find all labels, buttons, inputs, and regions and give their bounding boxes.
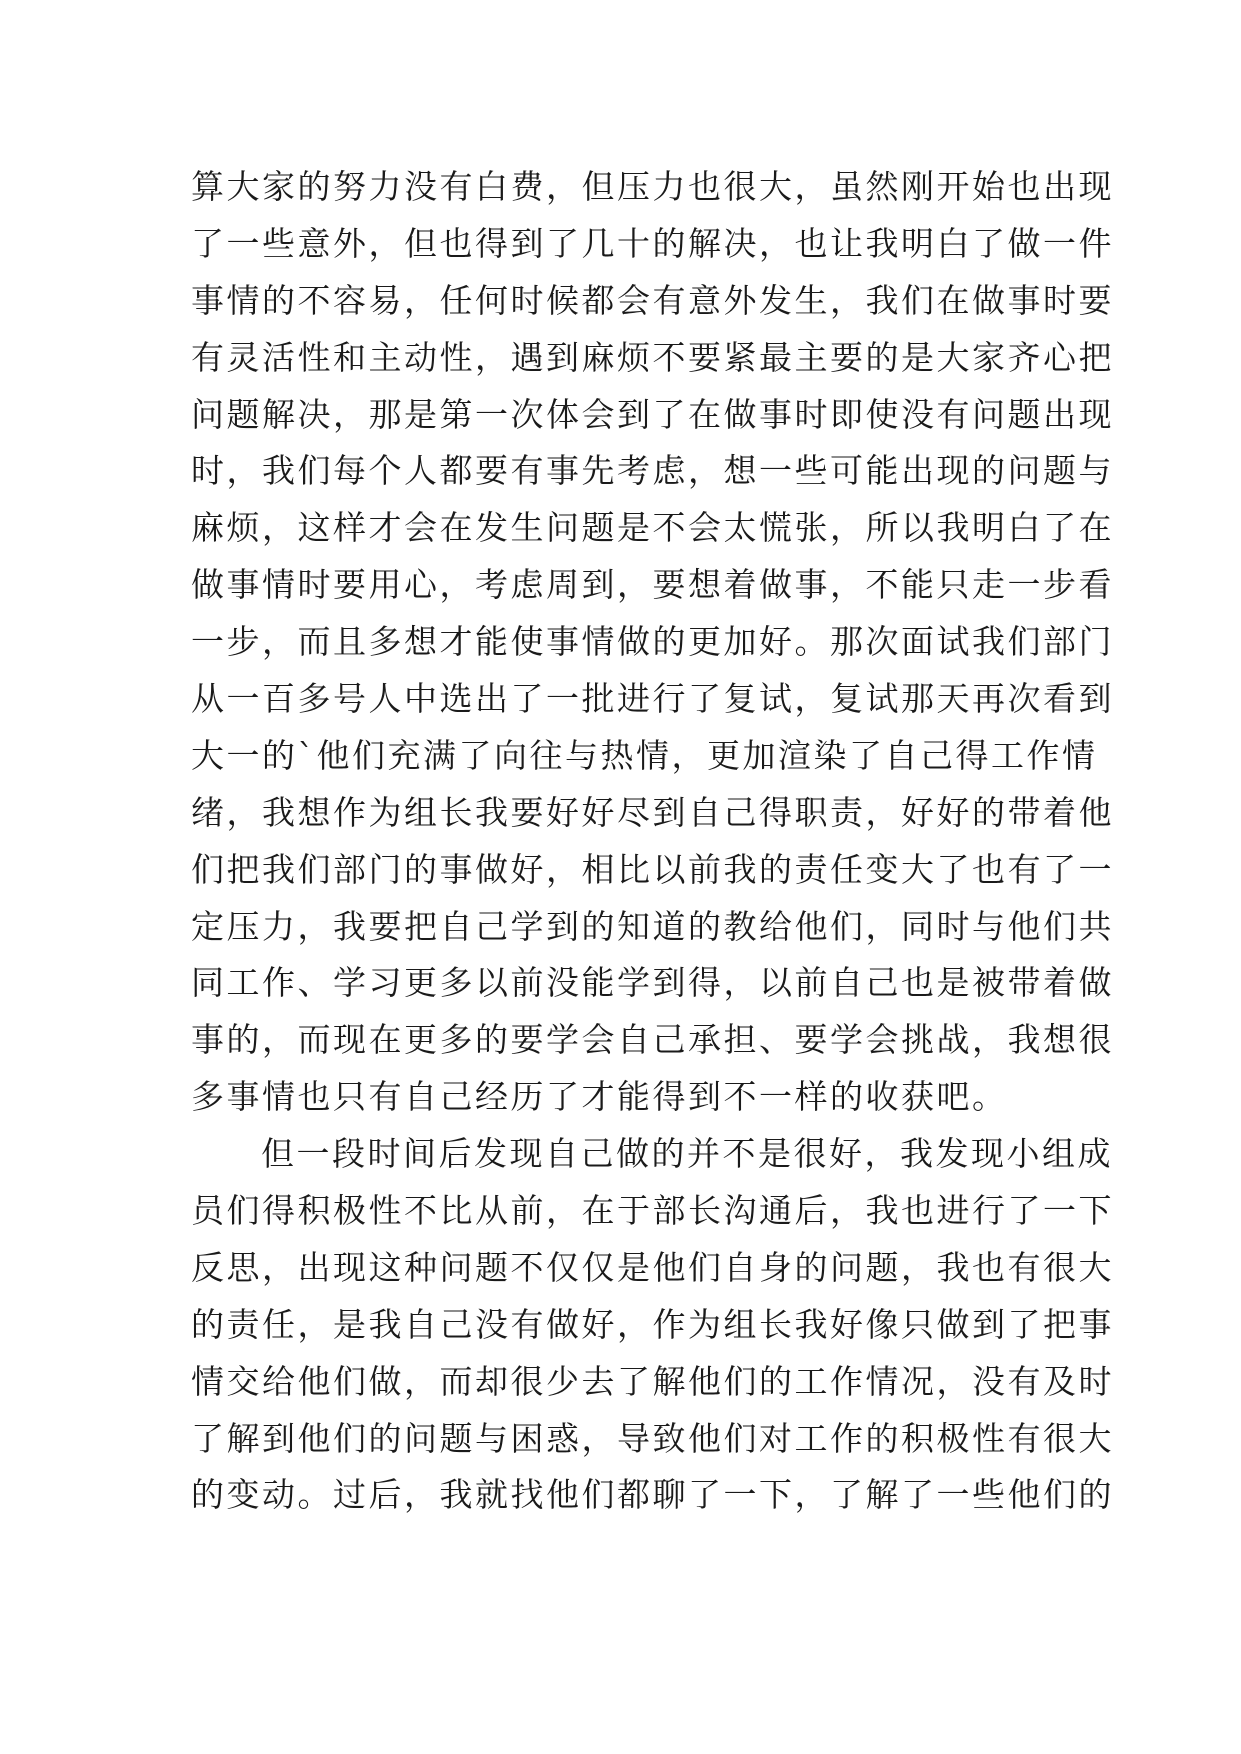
text-line: 同工作、学习更多以前没能学到得，以前自己也是被带着做 [191, 963, 1114, 1003]
text-line: 时，我们每个人都要有事先考虑，想一些可能出现的问题与 [191, 451, 1114, 491]
text-line: 的责任，是我自己没有做好，作为组长我好像只做到了把事 [191, 1304, 1114, 1344]
text-line: 定压力，我要把自己学到的知道的教给他们，同时与他们共 [191, 906, 1114, 946]
text-line: 的变动。过后，我就找他们都聊了一下，了解了一些他们的 [191, 1475, 1114, 1515]
text-line: 一步，而且多想才能使事情做的更加好。那次面试我们部门 [191, 622, 1114, 662]
text-line: 问题解决，那是第一次体会到了在做事时即使没有问题出现 [191, 394, 1114, 434]
text-line: 员们得积极性不比从前，在于部长沟通后，我也进行了一下 [191, 1191, 1114, 1231]
text-line: 大一的`他们充满了向往与热情，更加渲染了自己得工作情 [191, 735, 1098, 775]
paragraph-start-line: 但一段时间后发现自己做的并不是很好，我发现小组成 [261, 1134, 1113, 1174]
text-line: 事的，而现在更多的要学会自己承担、要学会挑战，我想很 [191, 1020, 1114, 1060]
text-line: 多事情也只有自己经历了才能得到不一样的收获吧。 [191, 1077, 1008, 1117]
text-line: 了一些意外，但也得到了几十的解决，也让我明白了做一件 [191, 223, 1114, 263]
text-line: 们把我们部门的事做好，相比以前我的责任变大了也有了一 [191, 849, 1114, 889]
text-line: 情交给他们做，而却很少去了解他们的工作情况，没有及时 [191, 1361, 1114, 1401]
text-line: 有灵活性和主动性，遇到麻烦不要紧最主要的是大家齐心把 [191, 337, 1114, 377]
text-line: 了解到他们的问题与困惑，导致他们对工作的积极性有很大 [191, 1418, 1114, 1458]
text-line: 事情的不容易，任何时候都会有意外发生，我们在做事时要 [191, 280, 1114, 320]
text-line: 反思，出现这种问题不仅仅是他们自身的问题，我也有很大 [191, 1247, 1114, 1287]
text-line: 麻烦，这样才会在发生问题是不会太慌张，所以我明白了在 [191, 508, 1114, 548]
text-line: 绪，我想作为组长我要好好尽到自己得职责，好好的带着他 [191, 792, 1114, 832]
body-text [191, 159, 1114, 1524]
text-line: 算大家的努力没有白费，但压力也很大，虽然刚开始也出现 [191, 167, 1114, 206]
text-line: 从一百多号人中选出了一批进行了复试，复试那天再次看到 [191, 679, 1114, 719]
text-line: 做事情时要用心，考虑周到，要想着做事，不能只走一步看 [191, 565, 1114, 605]
